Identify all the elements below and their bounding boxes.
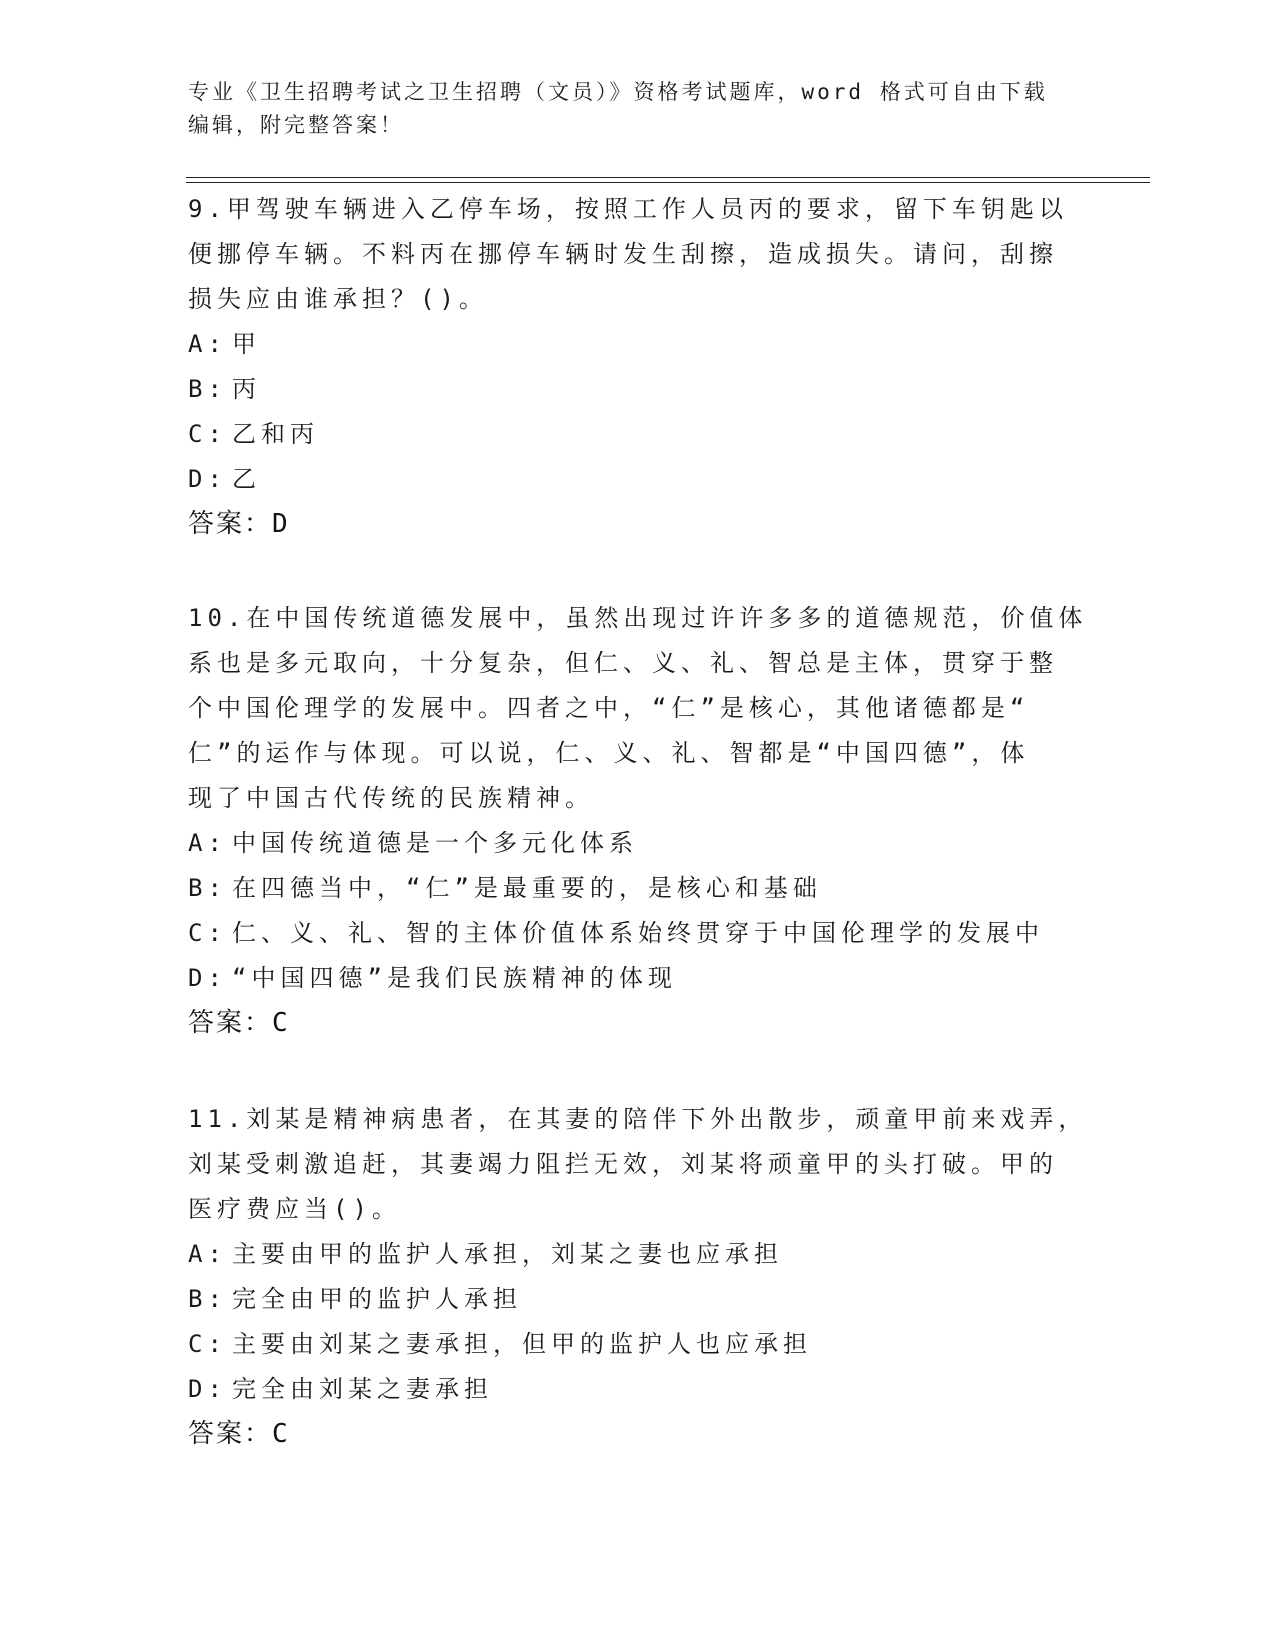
header-line-1: 专业《卫生招聘考试之卫生招聘（文员）》资格考试题库，word 格式可自由下载	[188, 80, 1048, 104]
option-key: C:	[188, 1330, 227, 1358]
option-d	[188, 457, 1088, 502]
answer-line	[188, 1412, 1088, 1457]
option-text: 中国传统道德是一个多元化体系	[232, 829, 638, 857]
option-key: D:	[188, 465, 227, 493]
question-stem-line: 医疗费应当()。	[188, 1195, 401, 1223]
option-c	[188, 412, 1088, 457]
option-d	[188, 956, 1088, 1001]
option-key: D:	[188, 1375, 227, 1403]
option-c	[188, 911, 1088, 956]
question-stem-line: 仁”的运作与体现。可以说，仁、义、礼、智都是“中国四德”，体	[188, 739, 1030, 767]
option-text: 在四德当中，“仁”是最重要的，是核心和基础	[232, 874, 822, 902]
option-text: 甲	[232, 330, 261, 358]
option-key: A:	[188, 1240, 227, 1268]
question-stem-line: 10.在中国传统道德发展中，虽然出现过许许多多的道德规范，价值体	[188, 604, 1088, 632]
question-stem-line: 损失应由谁承担？()。	[188, 285, 488, 313]
answer-label: 答案：	[188, 509, 273, 539]
question-stem-line: 11.刘某是精神病患者，在其妻的陪伴下外出散步，顽童甲前来戏弄，	[188, 1105, 1088, 1133]
option-text: 丙	[232, 375, 261, 403]
question-stem-line: 个中国伦理学的发展中。四者之中，“仁”是核心，其他诸德都是“	[188, 694, 1030, 722]
option-a	[188, 1232, 1088, 1277]
option-text: 完全由刘某之妻承担	[232, 1375, 493, 1403]
option-c	[188, 1322, 1088, 1367]
option-d	[188, 1367, 1088, 1412]
header-divider-top	[186, 177, 1150, 178]
option-text: 仁、义、礼、智的主体价值体系始终贯穿于中国伦理学的发展中	[232, 919, 1044, 947]
option-key: A:	[188, 829, 227, 857]
header-line-2: 编辑，附完整答案！	[188, 113, 404, 137]
option-key: A:	[188, 330, 227, 358]
header-divider-bottom	[186, 182, 1150, 183]
option-key: B:	[188, 874, 227, 902]
question-9	[188, 187, 1088, 547]
option-b	[188, 1277, 1088, 1322]
question-stem-line: 刘某受刺激追赶，其妻竭力阻拦无效，刘某将顽童甲的头打破。甲的	[188, 1150, 1058, 1178]
option-text: “中国四德”是我们民族精神的体现	[232, 964, 677, 992]
option-b	[188, 367, 1088, 412]
question-10	[188, 596, 1088, 1046]
answer-value: D	[272, 509, 290, 539]
option-a	[188, 821, 1088, 866]
option-text: 主要由甲的监护人承担，刘某之妻也应承担	[232, 1240, 783, 1268]
answer-line	[188, 502, 1088, 547]
question-stem-line: 系也是多元取向，十分复杂，但仁、义、礼、智总是主体，贯穿于整	[188, 649, 1058, 677]
document-header	[188, 76, 1068, 142]
option-key: D:	[188, 964, 227, 992]
answer-line	[188, 1001, 1088, 1046]
answer-label: 答案：	[188, 1419, 273, 1449]
answer-value: C	[272, 1419, 290, 1449]
question-stem-line: 便挪停车辆。不料丙在挪停车辆时发生刮擦，造成损失。请问，刮擦	[188, 240, 1058, 268]
question-stem-line: 9.甲驾驶车辆进入乙停车场，按照工作人员丙的要求，留下车钥匙以	[188, 195, 1068, 223]
option-key: C:	[188, 420, 227, 448]
option-text: 乙	[232, 465, 261, 493]
option-text: 乙和丙	[232, 420, 319, 448]
option-text: 主要由刘某之妻承担，但甲的监护人也应承担	[232, 1330, 812, 1358]
option-text: 完全由甲的监护人承担	[232, 1285, 522, 1313]
question-11	[188, 1097, 1088, 1457]
option-key: C:	[188, 919, 227, 947]
answer-value: C	[272, 1008, 290, 1038]
question-stem-line: 现了中国古代传统的民族精神。	[188, 784, 594, 812]
option-key: B:	[188, 1285, 227, 1313]
option-a	[188, 322, 1088, 367]
answer-label: 答案：	[188, 1008, 273, 1038]
option-key: B:	[188, 375, 227, 403]
option-b	[188, 866, 1088, 911]
